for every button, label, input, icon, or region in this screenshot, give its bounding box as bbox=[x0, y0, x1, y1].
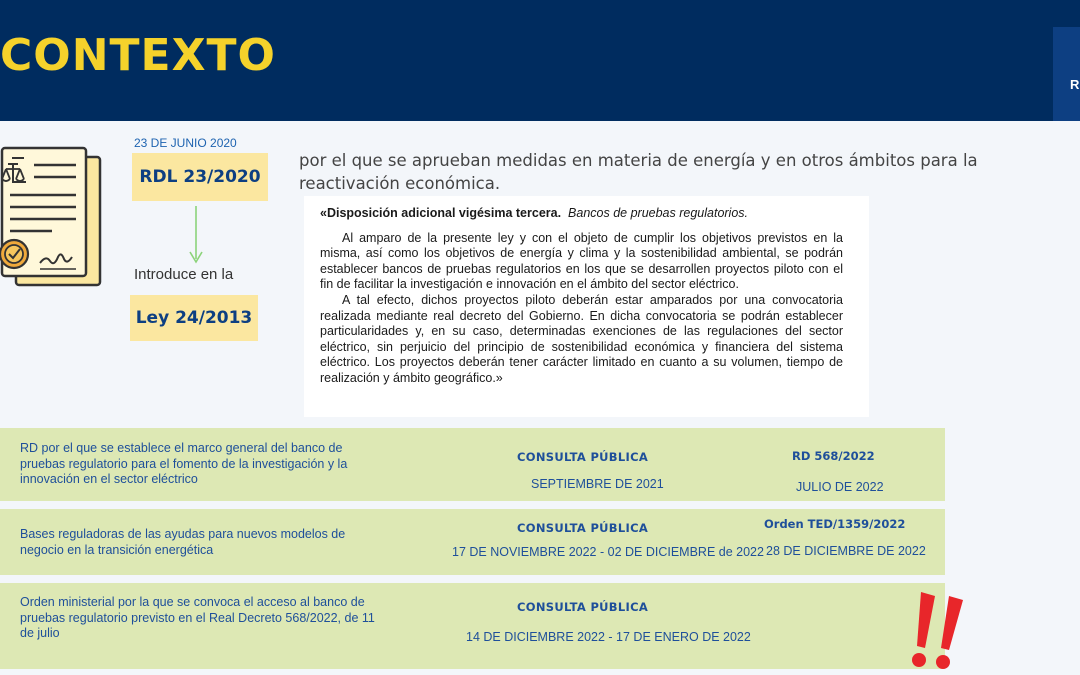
row-description: Bases reguladoras de las ayudas para nuevos modelos de negocio en la transición energética bbox=[20, 527, 346, 557]
consulta-label: CONSULTA PÚBLICA bbox=[517, 521, 649, 535]
legal-document-icon bbox=[0, 145, 105, 290]
legal-quote bbox=[304, 196, 869, 417]
quote-title bbox=[320, 206, 843, 222]
consulta-date: 14 DE DICIEMBRE 2022 - 17 DE ENERO DE 2022 bbox=[466, 630, 751, 644]
timeline-row bbox=[0, 428, 945, 501]
quote-title-bold: «Disposición adicional vigésima tercera. bbox=[320, 206, 562, 220]
rdl-badge: RDL 23/2020 bbox=[132, 153, 268, 201]
introduce-label: Introduce en la bbox=[134, 266, 234, 283]
alert-exclamation-icon bbox=[905, 588, 975, 672]
row-description: RD por el que se establece el marco general del banco de pruebas regulatorio para el fomento de la investigación y la innovación en el sector eléctrico bbox=[20, 441, 348, 486]
result-date: 28 DE DICIEMBRE DE 2022 bbox=[766, 544, 926, 558]
timeline-row bbox=[0, 509, 945, 575]
rdl-description: por el que se aprueban medidas en materia de energía y en otros ámbitos para la reactivación económica. bbox=[299, 151, 978, 193]
page-title: CONTEXTO bbox=[0, 30, 276, 81]
consulta-date: 17 DE NOVIEMBRE 2022 - 02 DE DICIEMBRE de 2022 bbox=[452, 545, 764, 559]
logo-letter: R bbox=[1070, 77, 1080, 92]
result-label: RD 568/2022 bbox=[792, 449, 875, 463]
logo bbox=[1053, 27, 1080, 121]
quote-title-italic: Bancos de pruebas regulatorios. bbox=[568, 206, 749, 220]
consulta-date: SEPTIEMBRE DE 2021 bbox=[531, 477, 664, 491]
consulta-label: CONSULTA PÚBLICA bbox=[517, 450, 649, 464]
row-description: Orden ministerial por la que se convoca el acceso al banco de pruebas regulatorio previsto en el Real Decreto 568/2022, de 11 de julio bbox=[20, 595, 375, 640]
rdl-date: 23 DE JUNIO 2020 bbox=[134, 136, 237, 150]
ley-badge: Ley 24/2013 bbox=[130, 295, 258, 341]
result-label: Orden TED/1359/2022 bbox=[764, 517, 906, 531]
quote-paragraph: Al amparo de la presente ley y con el objeto de cumplir los objetivos previstos en la misma, así como los objetivos de energía y clima y la sostenibilidad ambiental, se podrán establecer bancos de pruebas regulatorios en los que se desarrollen proyectos piloto con el fin de facilitar la investigación e innovación en el ámbito del sector eléctrico. bbox=[320, 230, 843, 292]
timeline-row bbox=[0, 583, 945, 669]
quote-paragraph: A tal efecto, dichos proyectos piloto deberán estar amparados por una convocatoria realizada mediante real decreto del Gobierno. En dicha convocatoria se podrán establecer particularidades y, en su caso, determinadas exenciones de las regulaciones del sector eléctrico, sin perjuicio del principio de sostenibilidad económica y financiera del sistema eléctrico. Los proyectos deberán tener carácter limitado en cuanto a su volumen, tiempo de realización y ámbito geográfico.» bbox=[320, 292, 843, 385]
result-date: JULIO DE 2022 bbox=[796, 480, 884, 494]
consulta-label: CONSULTA PÚBLICA bbox=[517, 600, 649, 614]
header-bar bbox=[0, 0, 1080, 121]
arrow-down-icon bbox=[186, 204, 206, 266]
